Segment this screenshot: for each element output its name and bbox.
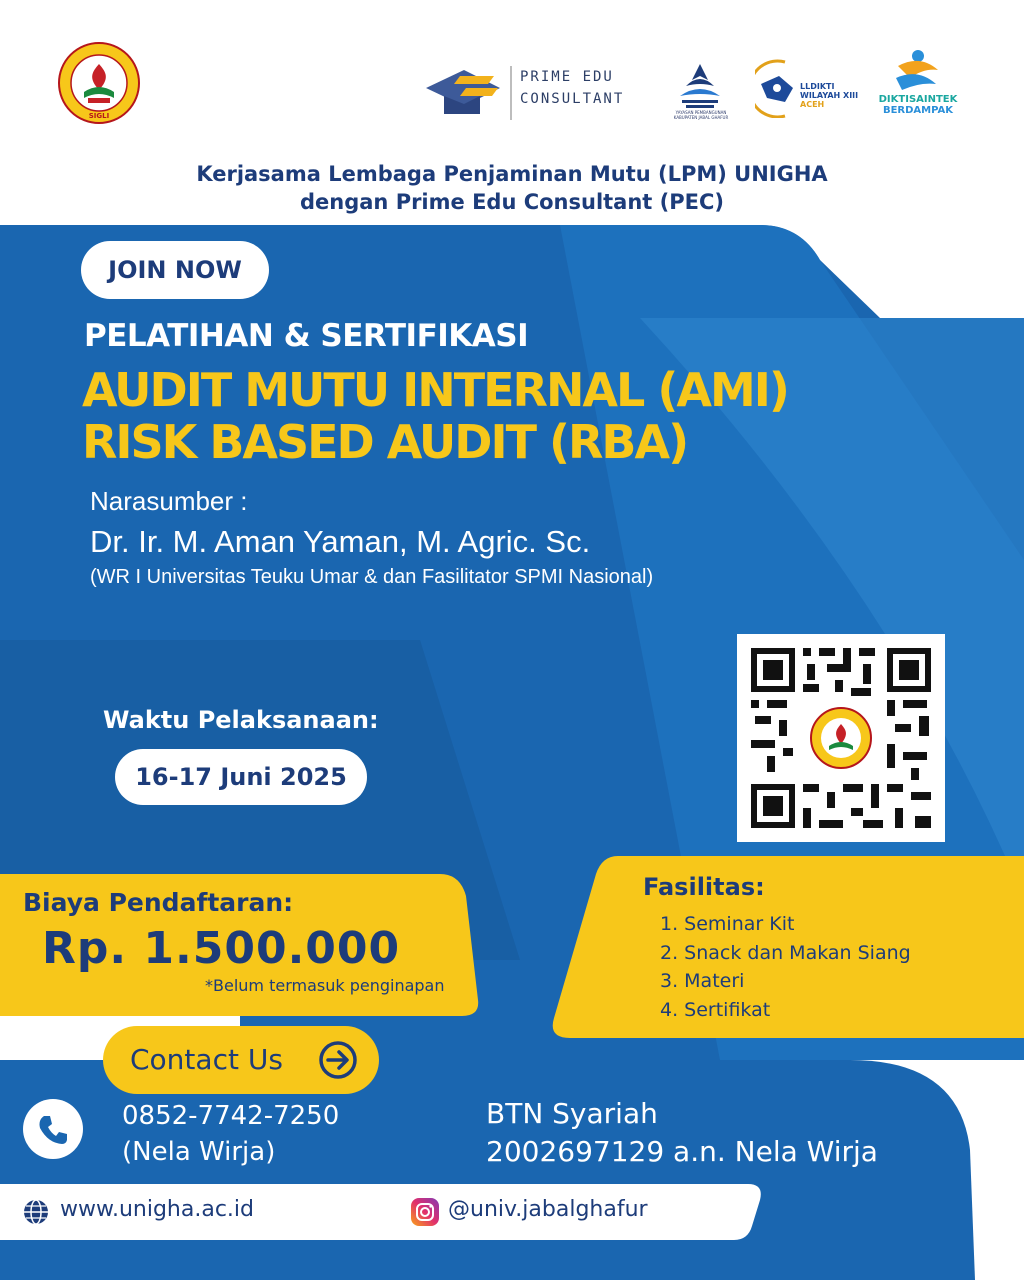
schedule-date: 16-17 Juni 2025 bbox=[115, 749, 367, 805]
event-subtitle: PELATIHAN & SERTIFIKASI bbox=[84, 318, 529, 354]
unigha-logo bbox=[58, 42, 140, 124]
kerjasama-heading bbox=[0, 160, 1024, 216]
facility-item: 4. Sertifikat bbox=[660, 998, 771, 1021]
facility-item: 2. Snack dan Makan Siang bbox=[660, 941, 911, 964]
lldikti-text bbox=[800, 82, 858, 109]
event-title-line2: RISK BASED AUDIT (RBA) bbox=[82, 415, 688, 469]
fee-note: *Belum termasuk penginapan bbox=[205, 976, 445, 995]
fee-label: Biaya Pendaftaran: bbox=[23, 888, 294, 917]
contact-phone-name: (Nela Wirja) bbox=[122, 1137, 276, 1167]
pec-line1: PRIME EDU bbox=[520, 69, 614, 85]
arrow-right-icon bbox=[318, 1040, 358, 1080]
facility-item: 1. Seminar Kit bbox=[660, 913, 795, 935]
instagram-icon bbox=[410, 1197, 440, 1227]
join-now-button[interactable]: JOIN NOW bbox=[81, 241, 269, 299]
contact-phone[interactable]: 0852-7742-7250 bbox=[122, 1101, 340, 1131]
schedule-label: Waktu Pelaksanaan: bbox=[103, 706, 379, 734]
dikti-line2: BERDAMPAK bbox=[882, 105, 954, 116]
bank-account: 2002697129 a.n. Nela Wirja bbox=[486, 1135, 878, 1168]
pec-logo-text bbox=[510, 66, 650, 120]
dikti-line1: DIKTISAINTEK bbox=[878, 94, 958, 105]
instagram-handle[interactable]: @univ.jabalghafur bbox=[448, 1197, 648, 1222]
lldikti-line1: LLDIKTI bbox=[800, 82, 835, 91]
speaker-role: (WR I Universitas Teuku Umar & dan Fasilitator SPMI Nasional) bbox=[90, 566, 654, 588]
facility-item: 3. Materi bbox=[660, 970, 745, 992]
facilities-title: Fasilitas: bbox=[643, 873, 765, 901]
facilities-list bbox=[660, 910, 911, 1024]
website-link[interactable]: www.unigha.ac.id bbox=[60, 1197, 254, 1222]
lldikti-line2: WILAYAH XIII bbox=[800, 91, 859, 100]
phone-icon bbox=[22, 1098, 84, 1160]
pec-line2: CONSULTANT bbox=[520, 91, 625, 107]
speaker-name: Dr. Ir. M. Aman Yaman, M. Agric. Sc. bbox=[90, 524, 591, 559]
bank-info bbox=[486, 1095, 878, 1171]
svg-text:SIGLI: SIGLI bbox=[88, 112, 110, 120]
registration-qr-code[interactable] bbox=[737, 634, 945, 842]
yayasan-caption: YAYASAN PEMBANGUNAN KABUPATEN JABAL GHAFUR bbox=[673, 110, 729, 120]
event-title-line1: AUDIT MUTU INTERNAL (AMI) bbox=[82, 363, 788, 417]
globe-icon bbox=[22, 1198, 50, 1226]
lldikti-line3: ACEH bbox=[800, 100, 825, 109]
pec-logo-icon bbox=[424, 62, 502, 120]
kerjasama-line2: dengan Prime Edu Consultant (PEC) bbox=[300, 190, 724, 214]
fee-price: Rp. 1.500.000 bbox=[42, 923, 401, 974]
bank-name: BTN Syariah bbox=[486, 1097, 658, 1130]
contact-us-label: Contact Us bbox=[130, 1043, 283, 1076]
contact-phone-block bbox=[122, 1098, 339, 1170]
diktisaintek-text bbox=[878, 94, 958, 116]
speaker-label: Narasumber : bbox=[90, 486, 248, 516]
kerjasama-line1: Kerjasama Lembaga Penjaminan Mutu (LPM) UNIGHA bbox=[196, 162, 828, 186]
